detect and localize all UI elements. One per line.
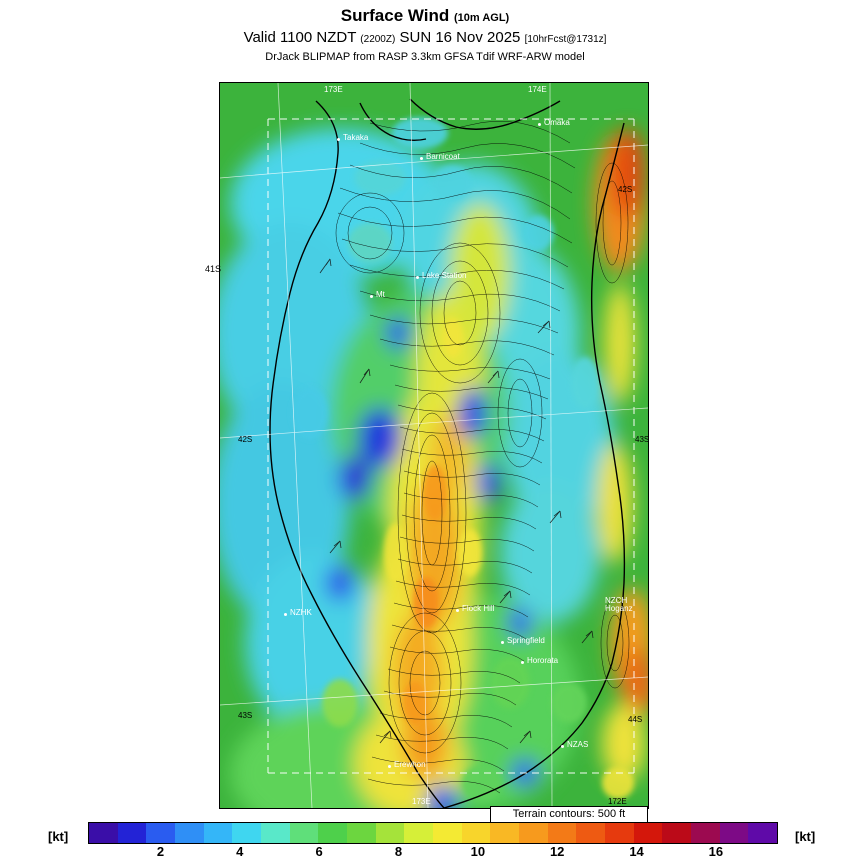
colorbar-segment-12 <box>433 823 462 843</box>
place-label-nzhk: NZHK <box>290 608 312 617</box>
place-marker <box>501 641 504 644</box>
colorbar-segment-8 <box>318 823 347 843</box>
colorbar-tick-14: 14 <box>629 844 644 859</box>
model-line: DrJack BLIPMAP from RASP 3.3km GFSA Tdif WRF-ARW model <box>265 51 585 63</box>
place-label-nzas: NZAS <box>567 740 589 749</box>
lat-label-42s-left: 42S <box>238 435 253 444</box>
colorbar-segment-10 <box>376 823 405 843</box>
colorbar-segment-7 <box>290 823 319 843</box>
colorbar-segment-3 <box>175 823 204 843</box>
colorbar-scale <box>88 822 778 844</box>
colorbar-tick-6: 6 <box>315 844 323 859</box>
lat-label-43s-right: 43S <box>635 435 650 444</box>
place-label-mt: Mt <box>376 290 385 299</box>
colorbar-segment-16 <box>548 823 577 843</box>
lon-label-173e-top: 173E <box>324 85 343 94</box>
wind-map[interactable] <box>219 82 650 820</box>
place-marker <box>420 157 423 160</box>
colorbar-tick-2: 2 <box>156 844 165 859</box>
lon-label-173e-bottom: 173E <box>412 797 431 806</box>
axis-label-41s: 41S <box>205 264 222 274</box>
colorbar-tick-4: 4 <box>236 844 244 859</box>
colorbar <box>0 820 850 860</box>
place-label-nzch: NZCH <box>605 596 628 605</box>
lon-label-174e-top: 174E <box>528 85 547 94</box>
place-marker <box>284 613 287 616</box>
title-text: Surface Wind <box>340 6 450 25</box>
lat-label-44s-right: 44S <box>628 715 643 724</box>
colorbar-segment-22 <box>720 823 749 843</box>
place-label-lake-station: Lake Station <box>422 271 467 280</box>
forecast-tag: [10hrFcst@1731z] <box>524 34 607 45</box>
colorbar-segment-0 <box>89 823 118 843</box>
colorbar-segment-6 <box>261 823 290 843</box>
lon-label-172e-bottom: 172E <box>608 797 627 806</box>
colorbar-segment-17 <box>576 823 605 843</box>
place-marker <box>456 609 459 612</box>
colorbar-segment-11 <box>404 823 433 843</box>
colorbar-segment-15 <box>519 823 548 843</box>
colorbar-segment-19 <box>634 823 663 843</box>
valid-utc-time: (2200Z) <box>360 34 396 45</box>
valid-time-line <box>0 28 850 50</box>
place-marker <box>416 276 419 279</box>
place-marker <box>388 765 391 768</box>
map-canvas <box>220 83 648 808</box>
place-marker <box>538 123 541 126</box>
colorbar-segment-13 <box>462 823 491 843</box>
place-label-hoganz: Hoganz <box>605 604 633 613</box>
place-label-barnicoat: Barnicoat <box>426 152 460 161</box>
colorbar-segment-20 <box>662 823 691 843</box>
colorbar-segment-9 <box>347 823 376 843</box>
place-marker <box>370 295 373 298</box>
colorbar-segment-23 <box>748 823 777 843</box>
colorbar-segment-5 <box>232 823 261 843</box>
place-label-hororata: Hororata <box>527 656 559 665</box>
colorbar-segment-14 <box>490 823 519 843</box>
place-label-springfield: Springfield <box>507 636 545 645</box>
page-title <box>0 6 850 28</box>
title-subtext: (10m AGL) <box>454 12 510 24</box>
colorbar-tick-16: 16 <box>708 844 724 859</box>
place-marker <box>561 745 564 748</box>
valid-date: SUN 16 Nov 2025 <box>399 29 521 46</box>
valid-local-time: Valid 1100 NZDT <box>243 29 357 46</box>
header <box>0 0 850 64</box>
place-marker <box>337 138 340 141</box>
colorbar-segment-2 <box>146 823 175 843</box>
colorbar-tick-12: 12 <box>549 844 565 859</box>
colorbar-ticks <box>88 844 778 860</box>
place-label-takaka: Takaka <box>343 133 369 142</box>
colorbar-tick-8: 8 <box>394 844 403 859</box>
place-label-omaka: Omaka <box>544 118 570 127</box>
colorbar-unit-left: [kt] <box>48 829 69 844</box>
colorbar-segment-21 <box>691 823 720 843</box>
colorbar-segment-4 <box>204 823 233 843</box>
place-label-flock-hill: Flock Hill <box>462 604 495 613</box>
colorbar-unit-right: [kt] <box>795 829 816 844</box>
colorbar-segment-1 <box>118 823 147 843</box>
colorbar-segment-18 <box>605 823 634 843</box>
place-label-erewhon: Erewhon <box>394 760 426 769</box>
lat-label-42s-right: 42S <box>618 185 633 194</box>
colorbar-tick-10: 10 <box>470 844 486 859</box>
terrain-contour-legend: Terrain contours: 500 ft <box>490 806 648 823</box>
place-marker <box>521 661 524 664</box>
lat-label-43s-left: 43S <box>238 711 253 720</box>
